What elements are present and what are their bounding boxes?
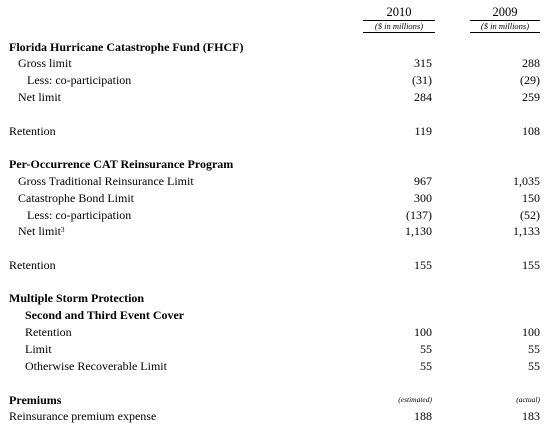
footnote-marker: 3 (61, 226, 65, 234)
table-row (0, 207, 548, 223)
value-2010: (137) (406, 208, 432, 222)
row-label: Retention (9, 124, 56, 138)
table-row (0, 55, 548, 71)
row-label: Reinsurance premium expense (9, 409, 157, 423)
value-2009: 1,133 (513, 224, 540, 238)
row-label: Otherwise Recoverable Limit (25, 359, 167, 373)
table-row (0, 72, 548, 88)
column-year: 2009 (492, 5, 518, 19)
value-2009: 150 (522, 191, 540, 205)
section-heading-cat-program (0, 156, 548, 172)
note-2010: (estimated) (398, 395, 432, 404)
row-label: Premiums (9, 393, 62, 407)
section-heading-multiple-storm (0, 290, 548, 306)
row-label: Gross Traditional Reinsurance Limit (18, 174, 194, 188)
value-2009: 55 (528, 342, 540, 356)
column-unit: ($ in millions) (363, 20, 435, 33)
value-2009: 259 (522, 90, 540, 104)
row-label: Florida Hurricane Catastrophe Fund (FHCF) (9, 40, 244, 54)
value-2009: 155 (522, 258, 540, 272)
table-row (0, 173, 548, 189)
row-label: Less: co-participation (27, 73, 132, 87)
row-label-text: Net limit (18, 224, 61, 238)
table-row (0, 341, 548, 357)
table-row (0, 358, 548, 374)
value-2009: 288 (522, 56, 540, 70)
row-label: Less: co-participation (27, 208, 132, 222)
value-2010: 967 (414, 174, 432, 188)
value-2010: 300 (414, 191, 432, 205)
table-row (0, 408, 548, 424)
column-unit: ($ in millions) (470, 20, 540, 33)
value-2010: 55 (420, 342, 432, 356)
value-2010: 55 (420, 359, 432, 373)
value-2009: 183 (522, 409, 540, 423)
table-row (0, 223, 548, 239)
value-2009: 1,035 (513, 174, 540, 188)
value-2010: 315 (414, 56, 432, 70)
value-2010: 188 (414, 409, 432, 423)
table-row (0, 89, 548, 105)
value-2010: (31) (412, 73, 432, 87)
value-2010: 1,130 (405, 224, 432, 238)
column-year: 2010 (386, 5, 412, 19)
row-label: Multiple Storm Protection (9, 291, 145, 305)
value-2010: 284 (414, 90, 432, 104)
row-label: Gross limit (18, 56, 72, 70)
row-label: Retention (9, 258, 56, 272)
value-2010: 155 (414, 258, 432, 272)
row-label: Second and Third Event Cover (25, 308, 185, 322)
row-label: Net limit (18, 90, 61, 104)
row-label: Retention (25, 325, 72, 339)
section-heading-fhcf (0, 39, 548, 55)
row-label (18, 223, 65, 239)
table-row (0, 324, 548, 340)
value-2009: (52) (520, 208, 540, 222)
table-row (0, 123, 548, 139)
subsection-heading (0, 307, 548, 323)
row-label: Catastrophe Bond Limit (18, 191, 134, 205)
value-2010: 119 (414, 124, 432, 138)
note-2009: (actual) (516, 395, 540, 404)
value-2010: 100 (414, 325, 432, 339)
column-header-2010 (363, 5, 435, 33)
table-row (0, 257, 548, 273)
value-2009: (29) (520, 73, 540, 87)
table-row (0, 190, 548, 206)
row-label: Per-Occurrence CAT Reinsurance Program (9, 157, 234, 171)
value-2009: 100 (522, 325, 540, 339)
value-2009: 55 (528, 359, 540, 373)
value-2009: 108 (522, 124, 540, 138)
section-heading-premiums (0, 392, 548, 408)
column-header-2009 (470, 5, 540, 33)
row-label: Limit (25, 342, 52, 356)
